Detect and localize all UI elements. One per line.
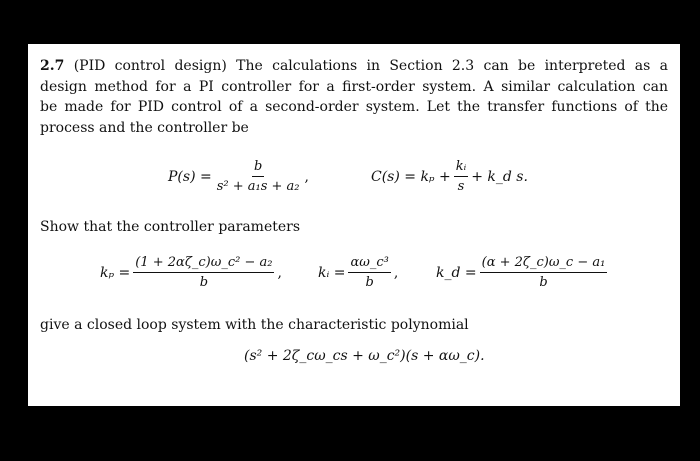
- C-ki-denominator: s: [457, 179, 465, 194]
- C-tail: + k_d s.: [471, 168, 528, 185]
- kd-lhs: k_d =: [436, 264, 477, 281]
- give-statement: give a closed loop system with the characteristic polynomial: [40, 317, 469, 333]
- C-ki-numerator: kᵢ: [454, 159, 469, 177]
- C-fraction: [454, 159, 469, 194]
- intro-line-3: be made for PID control of a second-order system. Let the transfer functions of the: [40, 99, 668, 115]
- kp-formula: [100, 255, 282, 290]
- P-numerator: b: [252, 159, 264, 177]
- kd-formula: [436, 255, 610, 290]
- characteristic-polynomial: [244, 348, 485, 364]
- kd-denominator: b: [539, 275, 548, 290]
- intro-line-2: design method for a PI controller for a first-order system. A similar calculation can: [40, 78, 668, 95]
- P-lhs: P(s) =: [168, 168, 212, 185]
- ki-formula: [318, 255, 398, 290]
- intro-line-1: 2.7 (PID control design) The calculations in Section 2.3 can be interpreted as a: [40, 58, 668, 74]
- C-lhs: C(s) = kₚ +: [371, 168, 451, 185]
- problem-statement: [40, 56, 668, 138]
- kd-fraction: [480, 255, 608, 290]
- ki-tail: ,: [393, 264, 399, 281]
- P-fraction: [215, 159, 302, 194]
- ki-numerator: αω_c³: [348, 255, 390, 273]
- P-denominator: s² + a₁s + a₂: [216, 179, 300, 194]
- controller-transfer-function: [371, 159, 528, 194]
- textbook-page: [28, 44, 680, 406]
- ki-fraction: [348, 255, 390, 290]
- kp-tail: ,: [277, 264, 282, 281]
- polynomial-expression: (s² + 2ζ_cω_cs + ω_c²)(s + αω_c).: [244, 348, 485, 364]
- show-statement: Show that the controller parameters: [40, 219, 301, 235]
- ki-lhs: kᵢ =: [318, 264, 346, 281]
- process-transfer-function: [168, 159, 309, 194]
- P-tail: ,: [304, 168, 309, 185]
- kp-numerator: (1 + 2αζ_c)ω_c² − a₂: [133, 255, 274, 273]
- problem-number: 2.7: [40, 58, 65, 74]
- kd-numerator: (α + 2ζ_c)ω_c − a₁: [480, 255, 608, 273]
- ki-denominator: b: [365, 275, 374, 290]
- kp-fraction: [133, 255, 274, 290]
- intro-line-4: process and the controller be: [40, 119, 249, 136]
- kp-lhs: kₚ =: [100, 264, 131, 281]
- kp-denominator: b: [199, 275, 209, 290]
